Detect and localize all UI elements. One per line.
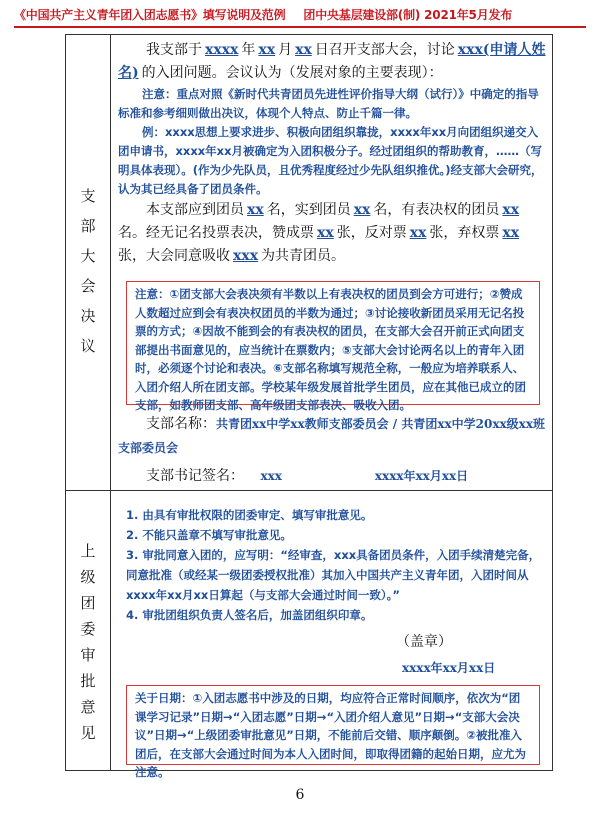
vertical-label-char: 批 — [80, 672, 96, 690]
header-issuer: 团中央基层建设部(制) 2021年5月发布 — [303, 8, 513, 22]
section2-content — [126, 505, 546, 625]
page-number: 6 — [295, 787, 305, 803]
approval-item-1: 1. 由具有审批权限的团委审定、填写审批意见。 — [126, 508, 373, 522]
approval-item-4: 4. 审批团组织负责人签名后，加盖团组织印章。 — [126, 608, 373, 622]
branch-name-line: 支部名称：共青团xx中学xx教师支部委员会 / 共青团xx中学20xx级xx班支部委员会 — [118, 416, 545, 455]
section2-label — [66, 540, 110, 748]
note-paragraph: 注意：重点对照《新时代共青团员先进性评价指导大纲（试行）》中确定的指导标准和参考细则做出决议，体现个人特点、防止千篇一律。 — [118, 87, 539, 120]
date-rules-note: 关于日期：①入团志愿书中涉及的日期，均应符合正常时间顺序，依次为“团课学习记录”日期→“入团志愿”日期→“入团介绍人意见”日期→“支部大会决议”日期→“上级团委审批意见”日期，不能前后交错、顺序颠倒。②被批准入团后，在支部大会通过时间为本人入团时间，即取得团籍的起始日期，应尤为注意。 — [126, 685, 540, 765]
vertical-label-char: 部 — [80, 217, 96, 235]
form-table — [65, 34, 553, 779]
vertical-label-char: 议 — [80, 337, 96, 355]
example-paragraph: 例：xxxx思想上要求进步、积极向团组织靠拢，xxxx年xx月向团组织递交入团申请书，xxxx年xx月被确定为入团积极分子。经过团组织的帮助教育，……（写明具体表现）。(作为少先队员，且优秀程度经过少先队组织推优。)经支部大会研究，认为其已经具备了团员条件。 — [118, 125, 543, 196]
row-divider — [66, 490, 552, 491]
header-rule — [14, 26, 586, 28]
vertical-label-char: 上 — [80, 542, 96, 560]
vertical-label-char: 委 — [80, 620, 96, 638]
vertical-label-text — [66, 185, 110, 357]
branch-info — [118, 412, 546, 488]
vertical-label-char: 支 — [80, 187, 96, 205]
vertical-label-text — [66, 540, 110, 744]
vertical-label-char: 会 — [80, 277, 96, 295]
vertical-label-char: 级 — [80, 568, 96, 586]
secretary-line: 支部书记签名： xxx xxxx年xx月xx日 — [146, 468, 469, 484]
vote-paragraph: 本支部应到团员 xx 名，实到团员 xx 名，有表决权的团员 xx名。经无记名投票表决，赞成票 xx 张，反对票 xx 张，弃权票 xx张，大会同意吸收 xxx 为共青团员。 — [118, 202, 520, 264]
section1-content — [118, 39, 546, 268]
approval-item-3: 3. 审批同意入团的，应写明：“经审查，xxx具备团员条件，入团手续清楚完备，同意批准（或经某一级团委授权批准）其加入中国共产主义青年团，入团时间从xxxx年xx月xx日算起（与支部大会通过时间一致）。” — [126, 548, 541, 602]
vertical-label-char: 大 — [80, 247, 96, 265]
vertical-label-char: 意 — [80, 698, 96, 716]
section1-label — [66, 185, 110, 365]
vertical-label-char: 决 — [80, 307, 96, 325]
vertical-label-char: 审 — [80, 646, 96, 664]
approval-date: xxxx年xx月xx日 — [402, 661, 496, 675]
vertical-label-char: 团 — [80, 594, 96, 612]
resolution-paragraph: 我支部于 xxxx 年 xx 月 xx 日召开支部大会，讨论 xxx(申请人姓名) 的入团问题。会议认为（发展对象的主要表现）： — [118, 42, 546, 81]
vertical-label-char: 见 — [80, 724, 96, 742]
voting-rules-note: 注意：①团支部大会表决须有半数以上有表决权的团员到会方可进行；②赞成人数超过应到会有表决权团员的半数为通过；③讨论接收新团员采用无记名投票的方式；④因故不能到会的有表决权的团员，在支部大会召开前正式向团支部提出书面意见的，应当统计在票数内；⑤支部大会讨论两名以上的青年入团时，必须逐个讨论和表决。⑥支部名称填写规范全称，一般应为培养联系人、入团介绍人所在团支部。学校某年级发展首批学生团员，应在其他已成立的团支部，如教师团支部、高年级团支部表决、吸收入团。 — [126, 281, 540, 405]
page-header — [14, 6, 586, 23]
header-title: 《中国共产主义青年团入团志愿书》填写说明及范例 — [14, 8, 286, 22]
seal-label: （盖章） — [396, 634, 452, 650]
column-divider — [110, 35, 111, 770]
approval-item-2: 2. 不能只盖章不填写审批意见。 — [126, 528, 292, 542]
